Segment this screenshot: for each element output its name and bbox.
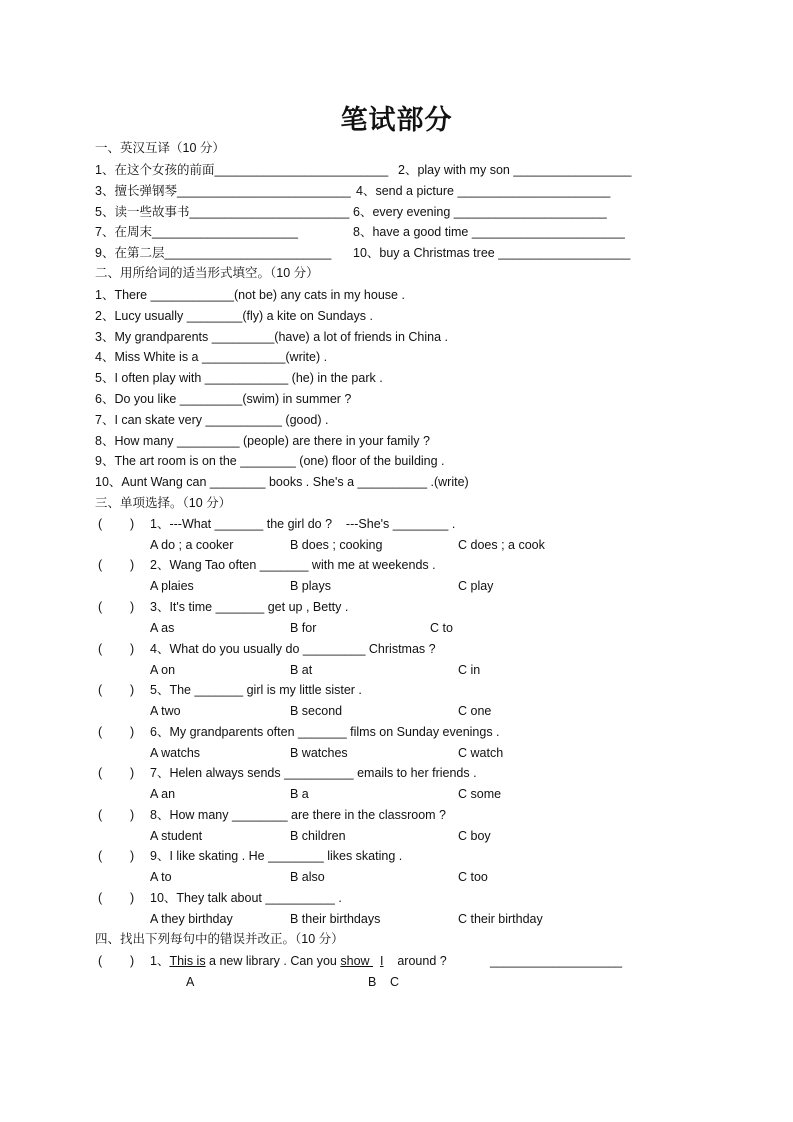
mc-option-b: B does ; cooking xyxy=(290,538,383,552)
answer-bracket: ( ) xyxy=(98,642,135,656)
error-label-c: C xyxy=(390,975,400,989)
error-label-b: B xyxy=(368,975,377,989)
mc-option-a: A an xyxy=(150,787,176,801)
translate-item-8: 8、have a good time ______________________ xyxy=(353,225,625,239)
section-3-heading: 三、单项选择。（10 分） xyxy=(95,496,232,510)
mc-option-c: C their birthday xyxy=(458,912,543,926)
fill-item-9: 9、The art room is on the ________ (one) floor of the building . xyxy=(95,454,445,468)
mc-option-a: A watchs xyxy=(150,746,201,760)
mc-option-b: B watches xyxy=(290,746,348,760)
mc-option-b: B at xyxy=(290,663,313,677)
fill-item-8: 8、How many _________ (people) are there in your family ? xyxy=(95,434,430,448)
answer-bracket: ( ) xyxy=(98,766,135,780)
question-number: 1、 xyxy=(150,954,170,968)
answer-bracket: ( ) xyxy=(98,517,135,531)
mc-question-6: 6、My grandparents often _______ films on Sunday evenings . xyxy=(150,725,500,739)
answer-bracket: ( ) xyxy=(98,849,135,863)
mc-question-1: 1、---What _______ the girl do ? ---She's ________ . xyxy=(150,517,456,531)
section-1-heading: 一、英汉互译（10 分） xyxy=(95,141,225,155)
mc-option-c: C play xyxy=(458,579,494,593)
mc-question-7: 7、Helen always sends __________ emails to her friends . xyxy=(150,766,477,780)
sentence-gap xyxy=(373,954,380,968)
answer-bracket: ( ) xyxy=(98,891,135,905)
page-title: 笔试部分 xyxy=(340,105,453,136)
mc-option-a: A do ; a cooker xyxy=(150,538,234,552)
fill-item-4: 4、Miss White is a ____________(write) . xyxy=(95,350,328,364)
mc-option-c: C in xyxy=(458,663,481,677)
mc-option-b: B second xyxy=(290,704,343,718)
fill-item-1: 1、There ____________(not be) any cats in my house . xyxy=(95,288,405,302)
answer-bracket: ( ) xyxy=(98,683,135,697)
mc-option-a: A plaies xyxy=(150,579,194,593)
mc-option-b: B for xyxy=(290,621,317,635)
answer-bracket: ( ) xyxy=(98,954,135,968)
section-2-heading: 二、用所给词的适当形式填空。（10 分） xyxy=(95,266,319,280)
mc-question-8: 8、How many ________ are there in the classroom ? xyxy=(150,808,446,822)
fill-item-5: 5、I often play with ____________ (he) in the park . xyxy=(95,371,383,385)
translate-item-3: 3、擅长弹钢琴_________________________ xyxy=(95,184,351,198)
translate-item-5: 5、读一些故事书_______________________ xyxy=(95,205,350,219)
mc-question-10: 10、They talk about __________ . xyxy=(150,891,342,905)
fill-item-2: 2、Lucy usually ________(fly) a kite on Sundays . xyxy=(95,309,373,323)
mc-option-b: B plays xyxy=(290,579,331,593)
fill-item-7: 7、I can skate very ___________ (good) . xyxy=(95,413,329,427)
mc-question-3: 3、It's time _______ get up , Betty . xyxy=(150,600,349,614)
translate-item-9: 9、在第二层________________________ xyxy=(95,246,332,260)
answer-bracket: ( ) xyxy=(98,600,135,614)
fill-item-10: 10、Aunt Wang can ________ books . She's a __________ .(write) xyxy=(95,475,469,489)
sentence-text: a new library . Can you xyxy=(205,954,341,968)
fill-item-6: 6、Do you like _________(swim) in summer ? xyxy=(95,392,352,406)
mc-option-c: C boy xyxy=(458,829,491,843)
error-part-b: show xyxy=(340,954,374,968)
translate-item-7: 7、在周末_____________________ xyxy=(95,225,298,239)
mc-question-9: 9、I like skating . He ________ likes skating . xyxy=(150,849,403,863)
mc-option-b: B their birthdays xyxy=(290,912,381,926)
answer-bracket: ( ) xyxy=(98,558,135,572)
error-part-c: I xyxy=(379,954,384,968)
mc-option-a: A student xyxy=(150,829,203,843)
mc-option-c: C too xyxy=(458,870,488,884)
mc-option-c: C some xyxy=(458,787,502,801)
translate-item-6: 6、every evening ______________________ xyxy=(353,205,607,219)
mc-option-a: A two xyxy=(150,704,181,718)
mc-option-a: A as xyxy=(150,621,175,635)
mc-question-5: 5、The _______ girl is my little sister . xyxy=(150,683,362,697)
mc-option-a: A they birthday xyxy=(150,912,233,926)
mc-option-b: B a xyxy=(290,787,309,801)
mc-option-a: A on xyxy=(150,663,176,677)
mc-option-c: C one xyxy=(458,704,492,718)
mc-option-b: B also xyxy=(290,870,325,884)
mc-option-c: C to xyxy=(430,621,453,635)
mc-option-c: C watch xyxy=(458,746,504,760)
section-4-heading: 四、找出下列每句中的错误并改正。（10 分） xyxy=(95,932,344,946)
error-part-a: This is xyxy=(169,954,206,968)
translate-item-1: 1、在这个女孩的前面_________________________ xyxy=(95,163,389,177)
mc-option-c: C does ; a cook xyxy=(458,538,545,552)
translate-item-2: 2、play with my son _________________ xyxy=(398,163,632,177)
answer-bracket: ( ) xyxy=(98,725,135,739)
fill-item-3: 3、My grandparents _________(have) a lot of friends in China . xyxy=(95,330,448,344)
mc-question-4: 4、What do you usually do _________ Christmas ? xyxy=(150,642,436,656)
mc-option-a: A to xyxy=(150,870,172,884)
mc-option-b: B children xyxy=(290,829,346,843)
error-sentence-1 xyxy=(150,952,447,970)
sentence-tail: around ? xyxy=(383,954,447,968)
translate-item-4: 4、send a picture ______________________ xyxy=(356,184,611,198)
correction-answer-line: ___________________ xyxy=(490,954,623,968)
answer-bracket: ( ) xyxy=(98,808,135,822)
mc-question-2: 2、Wang Tao often _______ with me at weekends . xyxy=(150,558,436,572)
error-label-a: A xyxy=(186,975,195,989)
translate-item-10: 10、buy a Christmas tree ___________________ xyxy=(353,246,631,260)
